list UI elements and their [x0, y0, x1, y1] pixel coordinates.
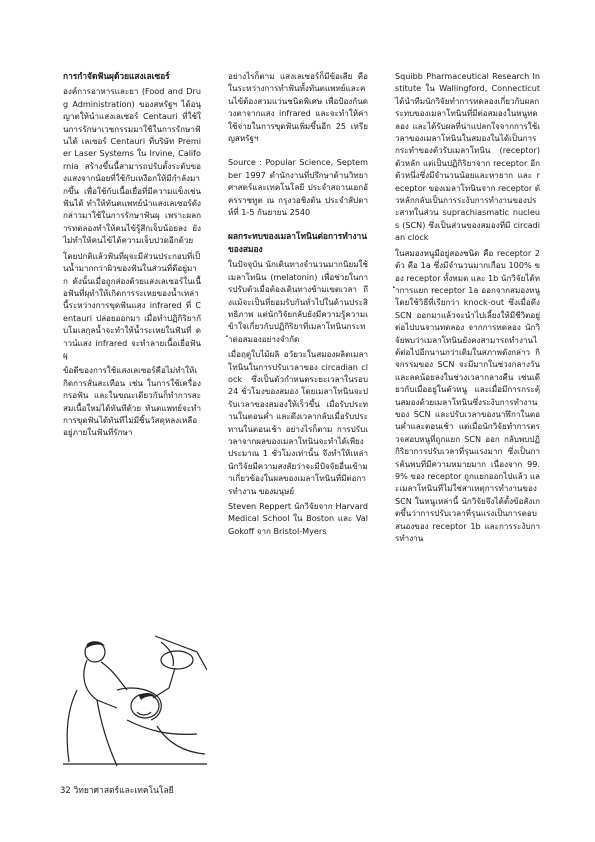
column-2 [228, 70, 368, 540]
paragraph: เมื่อฤดูใบไม้ผลิ อวัยวะในสมองผลิตเมลาโทนินในการปรับเวลาของ circadian clock ซึ่งเป็นตัวกำหนดระยะเวลาในรอบ 24 ชั่วโมงของสมอง โดยเมลาโทนินจะปรับเวลาของสมองให้เร็วขึ้น เมื่อรับประทานในตอนค่ำ และดึงเวลากลับเมื่อรับประทานในตอนเช้า อย่างไรก็ตาม การปรับเวลาจากผลของเมลาโทนินจะทำได้เพียงประมาณ 1 ชั่วโมงเท่านั้น จึงทำให้เหล่านักวิจัยมีความสงสัยว่าจะมีปัจจัยอื่นเข้ามาเกี่ยวข้องในผลของเมลาโทนินที่มีต่อการทำงาน ของมนุษย์ [228, 349, 368, 496]
paragraph: อย่างไรก็ตาม แสงเลเซอร์ก็มีข้อเสีย คือ ในระหว่างการทำฟันทั้งทันตแพทย์และคนไข้ต้องสวมแว่นชนิดพิเศษ เพื่อป้องกันดวงตาจากแสง infrared และจะทำให้ค่าใช้จ่ายในการขุดฟันเพิ่มขึ้นอีก 25 เหรียญสหรัฐฯ [228, 71, 368, 144]
article-heading-melatonin: ผลกระทบของเมลาโทนินต่อการทำงานของสมอง [228, 231, 367, 254]
dentist-illustration [57, 630, 207, 770]
page-footer: 32 วิทยาศาสตร์และเทคโนโลยี [60, 786, 174, 796]
column-1 [63, 70, 201, 442]
article-heading-laser: การกำจัดฟันผุด้วยแสงเลเซอร์ [63, 71, 170, 81]
paragraph: ในปัจจุบัน นักเดินทางจำนวนมากนิยมใช้เมลาโทนิน (melatonin) เพื่อช่วยในการปรับตัวเมื่อต้องเดินทางข้ามเขตเวลา ถึงแม้จะเป็นที่ยอมรับกันทั่วไปในด้านประสิทธิภาพ แต่นักวิจัยกลับยังมีความรู้ความเข้าใจเกี่ยวกับปฏิกิริยาที่เมลาโทนินกระทำต่อสมองอย่างจำกัด [228, 259, 368, 344]
paragraph: Squibb Pharmaceutical Research Institute ใน Wallingford, Connecticut ได้นำทีมนักวิจัยทำการทดลองเกี่ยวกับผลกระทบของเมลาโทนินที่มีต่อสมองในหนูทดลอง และได้รับผลที่น่าแปลกใจจากการใช้เวลาของเมลาโทนินในสมองในได้เป็นการกระทำของตัวรับเมลาโทนิน (receptor) ตัวหลัก แต่เป็นปฏิกิริยาจาก receptor อีกตัวหนึ่งซึ่งมีจำนวนน้อยและหายาก และ receptor ของเมลาโทนินจาก receptor ตัวหลักกลับเป็นการระงับการทำงานของประสาทในส่วน suprachiasmatic nucleus (SCN) ซึ่งเป็นส่วนของสมองที่มี circadian clock [395, 71, 541, 243]
paragraph: ในสมองหนูมีอยู่สองชนิด คือ receptor 2 ตัว คือ 1a ซึ่งมีจำนวนมากเกือบ 100% ของ receptor ทั้งหมด และ 1b นักวิจัยได้ทำการแยก receptor 1a ออกจากสมองหนู โดยใช้วิธีที่เรียกว่า knock-out ซึ่งเมื่อดึง SCN ออกมาแล้วจะนำไปเลี้ยงให้มีชีวิตอยู่ต่อไปบนจานทดลอง จากการทดลอง นักวิจัยพบว่าเมลาโทนินยังคงสามารถทำงานได้ต่อไปอีกนานกว่าเดิมในสภาพดังกล่าว กิจกรรมของ SCN จะมีมากในช่วงกลางวัน และลดน้อยลงในช่วงเวลากลางคืน เช่นเดียวกับเมื่ออยู่ในตัวหนู และเมื่อมีการกระตุ้นสมองด้วยเมลาโทนินซึ่งระงับการทำงานของ SCN และปรับเวลาของนาฬิกาในตอนค่ำและตอนเช้า แต่เมื่อนักวิจัยทำการตรวจสอบหนูที่ถูกแยก SCN ออก กลับพบปฏิกิริยาการปรับเวลาที่รุนแรงมาก ซึ่งเป็นการค้นพบที่มีความหมายมาก เนื่องจาก 99.9% ของ receptor ถูกแยกออกไปแล้ว และเมลาโทนินที่ไม่ใช่สาเหตุการทำงานของ SCN ในหนูเหล่านี้ นักวิจัยจึงได้ตั้งข้อสังเกตขึ้นว่าการปรับเวลาที่รุนแรงเป็นการตอบสนองของ receptor 1b และการระงับการทำงาน [395, 247, 541, 544]
source-citation: Source : Popular Science, September 1997 ดำนักงานที่ปรึกษาด้านวิทยาศาสตร์และเทคโนโลยี ประจำสถานเอกอัครราชทูต ณ กรุงวอชิงตัน ประจำสัปดาห์ที่ 1-5 กันยายน 2540 [228, 157, 368, 218]
paragraph: โดยปกติแล้วฟันที่ผุจะมีส่วนประกอบที่เป็นน้ำมากกว่าผิวของฟันในส่วนที่ดีอยู่มาก ดังนั้นเมื่อถูกส่องด้วยแสงเลเซอร์ในเนื้อฟันที่ผุทำให้เกิดการระเหยของน้ำเหล่านี้ระหว่างการขุดฟันแสง infrared ที่ Centauri ปล่อยออกมา เมื่อทำปฏิกิริยากับโมเลกุลน้ำจะทำให้น้ำระเหยในฟันที่ ดาวน์แสง infrared จะทำลายเนื้อเยื่อฟันผุ [63, 250, 201, 360]
paragraph: องค์การอาหารและยา (Food and Drug Administration) ของสหรัฐฯ ได้อนุญาตให้นำแสงเลเซอร์ Centauri ที่ใช้ในการรักษาเวชกรรมมาใช้ในการรักษาฟันได้ เลเซอร์ Centauri ที่บริษัท Premier Laser Systems ใน Irvine, California สร้างขึ้นนี้สามารถปรับตั้งระดับของแสงจากน้อยที่ใช้กับเหงือกให้มีกำลังมากขึ้น เพื่อใช้กับเนื้อเยื่อที่มีความแข็งเช่นฟันได้ ทำให้ทันตแพทย์นำแสงเลเซอร์ดังกล่าวมาใช้ในการรักษาฟันผุ เพราะผลการทดลองทำให้คนไข้รู้สึกเจ็บน้อยลง ยังไม่ทำให้คนไข้ได้ความเจ็บปวดอีกด้วย [63, 86, 201, 246]
column-3 [395, 70, 540, 547]
paragraph: ข้อดีของการใช้แสงเลเซอร์คือไม่ทำให้เกิดการสั่นสะเทือน เช่น ในการใช้เครื่องกรอฟัน และในขณะเดียวกันก็ทำการสะสมเนื้อใหม่ได้ทันทีด้วย ทันตแพทย์จะทำการขุดฟันได้ทันทีไม่มีชิ้นวัสดุหลงเหลืออยู่ภายในฟันที่รักษา [63, 365, 201, 438]
paragraph: Steven Reppert นักวิจัยจาก Harvard Medical School ใน Boston และ Val Gokoff จาก Bristol-Myers [228, 501, 368, 536]
